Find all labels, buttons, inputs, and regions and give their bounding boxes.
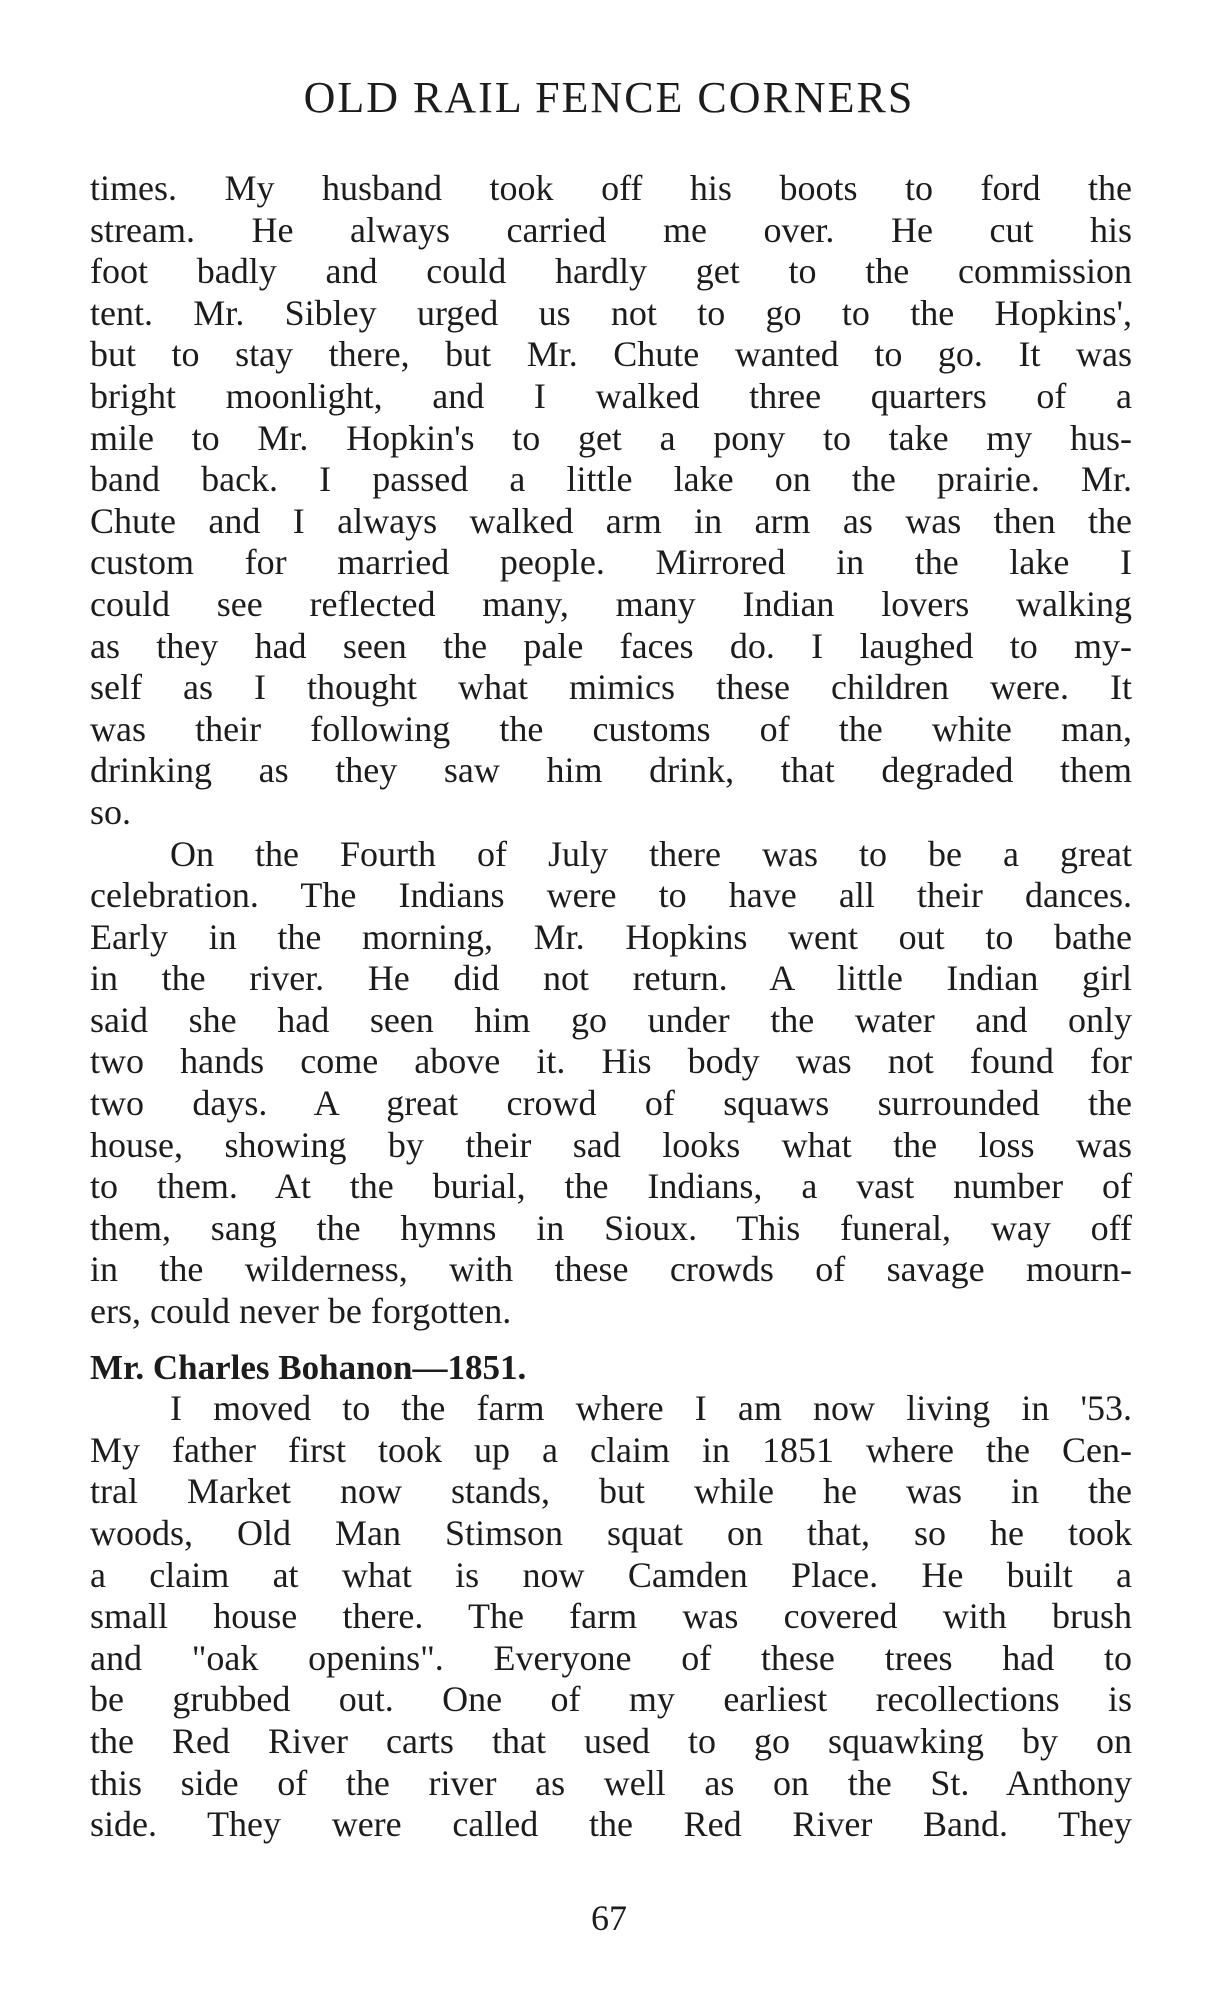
text-line: be grubbed out. One of my earliest recollections is [90,1679,1132,1720]
text-line: Chute and I always walked arm in arm as was then the [90,500,1132,541]
text-line: as they had seen the pale faces do. I laughed to my- [90,625,1132,666]
text-line: in the river. He did not return. A little Indian girl [90,958,1132,999]
text-line: mile to Mr. Hopkin's to get a pony to take my hus- [90,417,1132,458]
text-line: but to stay there, but Mr. Chute wanted to go. It was [90,334,1132,375]
text-line: house, showing by their sad looks what the loss was [90,1124,1132,1165]
section-gap [90,1333,1132,1347]
text-line: and "oak openins". Everyone of these trees had to [90,1637,1132,1678]
text-line: tral Market now stands, but while he was in the [90,1471,1132,1512]
text-line: My father first took up a claim in 1851 where the Cen- [90,1429,1132,1470]
paragraph-1 [90,168,1132,834]
text-line: two hands come above it. His body was not found for [90,1041,1132,1082]
text-line: custom for married people. Mirrored in the lake I [90,542,1132,583]
text-line: the Red River carts that used to go squawking by on [90,1720,1132,1761]
paragraph-2 [90,834,1132,1333]
text-line: bright moonlight, and I walked three quarters of a [90,375,1132,416]
paragraph-3 [90,1388,1132,1846]
page-number: 67 [591,1898,627,1938]
text-line: On the Fourth of July there was to be a great [170,833,1132,874]
text-line: side. They were called the Red River Band. They [90,1804,1132,1845]
text-line: said she had seen him go under the water and only [90,999,1132,1040]
text-line: to them. At the burial, the Indians, a vast number of [90,1166,1132,1207]
text-line: so. [90,791,132,832]
text-line: tent. Mr. Sibley urged us not to go to the Hopkins', [90,292,1132,333]
text-line: two days. A great crowd of squaws surrounded the [90,1083,1132,1124]
text-line: foot badly and could hardly get to the commission [90,251,1132,292]
section-heading: Mr. Charles Bohanon—1851. [90,1347,527,1387]
text-line: them, sang the hymns in Sioux. This funeral, way off [90,1207,1132,1248]
text-line: ers, could never be forgotten. [90,1291,512,1332]
text-line: times. My husband took off his boots to ford the [90,168,1132,208]
text-line: Early in the morning, Mr. Hopkins went out to bathe [90,916,1132,957]
text-line: was their following the customs of the white man, [90,708,1132,749]
running-head: OLD RAIL FENCE CORNERS [303,73,915,122]
text-line: celebration. The Indians were to have all their dances. [90,875,1132,916]
text-line: drinking as they saw him drink, that degraded them [90,750,1132,791]
text-line: this side of the river as well as on the St. Anthony [90,1762,1132,1803]
text-line: stream. He always carried me over. He cut his [90,209,1132,250]
text-line: woods, Old Man Stimson squat on that, so he took [90,1513,1132,1553]
body-text [90,168,1132,1846]
text-line: band back. I passed a little lake on the prairie. Mr. [90,459,1132,500]
text-line: I moved to the farm where I am now living in '53. [170,1388,1132,1429]
text-line: a claim at what is now Camden Place. He built a [90,1554,1132,1595]
text-line: small house there. The farm was covered with brush [90,1596,1132,1637]
text-line: could see reflected many, many Indian lovers walking [90,583,1132,624]
text-line: in the wilderness, with these crowds of savage mourn- [90,1249,1132,1290]
text-line: self as I thought what mimics these children were. It [90,667,1132,708]
